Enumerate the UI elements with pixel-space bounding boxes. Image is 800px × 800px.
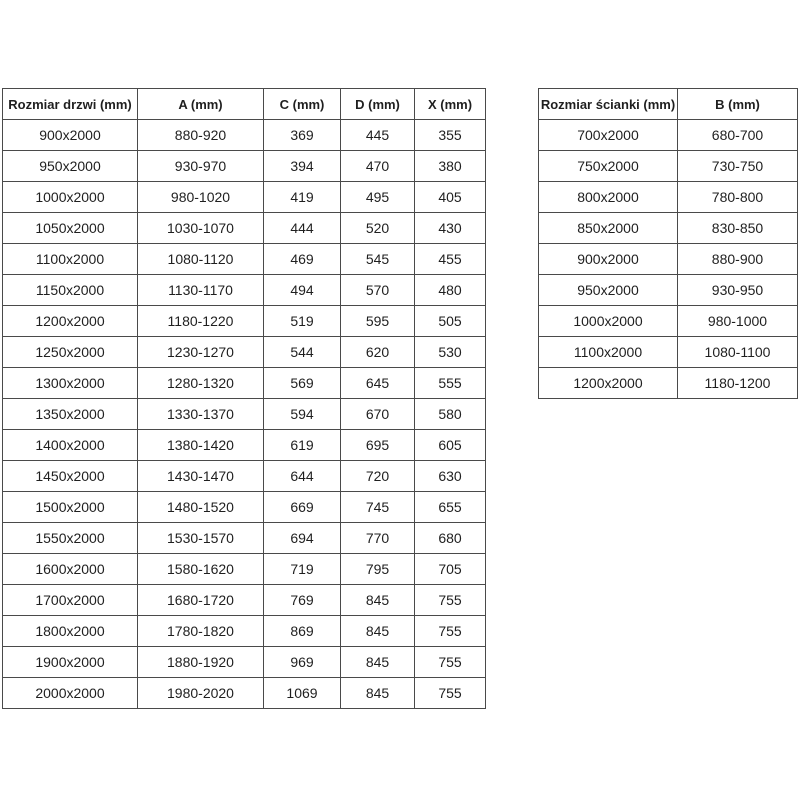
table-cell: 900x2000 xyxy=(3,120,138,151)
table-cell: 680 xyxy=(415,523,486,554)
table-cell: 595 xyxy=(341,306,415,337)
table-cell: 470 xyxy=(341,151,415,182)
table-cell: 700x2000 xyxy=(539,120,678,151)
table-cell: 845 xyxy=(341,585,415,616)
table-cell: 455 xyxy=(415,244,486,275)
column-header: A (mm) xyxy=(138,89,264,120)
table-cell: 720 xyxy=(341,461,415,492)
table-cell: 845 xyxy=(341,678,415,709)
table-row xyxy=(539,182,798,213)
table-cell: 1100x2000 xyxy=(3,244,138,275)
table-cell: 405 xyxy=(415,182,486,213)
table-row xyxy=(3,244,486,275)
table-cell: 880-900 xyxy=(678,244,798,275)
table-row xyxy=(3,616,486,647)
table-cell: 755 xyxy=(415,616,486,647)
table-cell: 644 xyxy=(264,461,341,492)
table-cell: 1080-1100 xyxy=(678,337,798,368)
table-cell: 770 xyxy=(341,523,415,554)
table-cell: 1000x2000 xyxy=(539,306,678,337)
table-row xyxy=(539,120,798,151)
table-cell: 555 xyxy=(415,368,486,399)
table-row xyxy=(3,368,486,399)
table-cell: 544 xyxy=(264,337,341,368)
table-row xyxy=(3,337,486,368)
header-row xyxy=(3,89,486,120)
table-cell: 719 xyxy=(264,554,341,585)
table-cell: 1150x2000 xyxy=(3,275,138,306)
table-row xyxy=(539,306,798,337)
table-cell: 495 xyxy=(341,182,415,213)
table-cell: 769 xyxy=(264,585,341,616)
table-cell: 980-1000 xyxy=(678,306,798,337)
table-row xyxy=(539,244,798,275)
table-cell: 1530-1570 xyxy=(138,523,264,554)
table-cell: 1800x2000 xyxy=(3,616,138,647)
table-cell: 900x2000 xyxy=(539,244,678,275)
table-cell: 1980-2020 xyxy=(138,678,264,709)
table-row xyxy=(539,275,798,306)
table-cell: 880-920 xyxy=(138,120,264,151)
column-header: C (mm) xyxy=(264,89,341,120)
table-cell: 1600x2000 xyxy=(3,554,138,585)
table-cell: 1230-1270 xyxy=(138,337,264,368)
table-cell: 1330-1370 xyxy=(138,399,264,430)
table-row xyxy=(3,585,486,616)
table-cell: 594 xyxy=(264,399,341,430)
table-cell: 569 xyxy=(264,368,341,399)
table-cell: 1880-1920 xyxy=(138,647,264,678)
table-cell: 444 xyxy=(264,213,341,244)
table-cell: 1030-1070 xyxy=(138,213,264,244)
table-cell: 1380-1420 xyxy=(138,430,264,461)
table-row xyxy=(3,430,486,461)
table-cell: 1050x2000 xyxy=(3,213,138,244)
table-cell: 1430-1470 xyxy=(138,461,264,492)
column-header: Rozmiar ścianki (mm) xyxy=(539,89,678,120)
table-cell: 1000x2000 xyxy=(3,182,138,213)
table-cell: 630 xyxy=(415,461,486,492)
table-cell: 580 xyxy=(415,399,486,430)
table-cell: 1780-1820 xyxy=(138,616,264,647)
table-cell: 780-800 xyxy=(678,182,798,213)
table-cell: 695 xyxy=(341,430,415,461)
table-cell: 419 xyxy=(264,182,341,213)
table-row xyxy=(3,492,486,523)
table-cell: 480 xyxy=(415,275,486,306)
table-row xyxy=(539,368,798,399)
table-cell: 969 xyxy=(264,647,341,678)
table-cell: 845 xyxy=(341,616,415,647)
table-row xyxy=(539,213,798,244)
table-row xyxy=(3,523,486,554)
table-cell: 670 xyxy=(341,399,415,430)
table-cell: 394 xyxy=(264,151,341,182)
table-cell: 845 xyxy=(341,647,415,678)
table-cell: 570 xyxy=(341,275,415,306)
table-cell: 1480-1520 xyxy=(138,492,264,523)
table-cell: 1500x2000 xyxy=(3,492,138,523)
table-cell: 619 xyxy=(264,430,341,461)
table-row xyxy=(3,213,486,244)
table-cell: 445 xyxy=(341,120,415,151)
table-cell: 755 xyxy=(415,585,486,616)
column-header: X (mm) xyxy=(415,89,486,120)
table-cell: 1400x2000 xyxy=(3,430,138,461)
table-cell: 1550x2000 xyxy=(3,523,138,554)
table-row xyxy=(3,120,486,151)
table-cell: 680-700 xyxy=(678,120,798,151)
table-cell: 620 xyxy=(341,337,415,368)
table-cell: 1580-1620 xyxy=(138,554,264,585)
table-cell: 1300x2000 xyxy=(3,368,138,399)
table-cell: 1180-1200 xyxy=(678,368,798,399)
table-cell: 519 xyxy=(264,306,341,337)
table-cell: 930-970 xyxy=(138,151,264,182)
table-row xyxy=(3,554,486,585)
table-cell: 430 xyxy=(415,213,486,244)
table-cell: 755 xyxy=(415,647,486,678)
table-cell: 1450x2000 xyxy=(3,461,138,492)
table-cell: 1180-1220 xyxy=(138,306,264,337)
column-header: D (mm) xyxy=(341,89,415,120)
table-cell: 494 xyxy=(264,275,341,306)
table-cell: 730-750 xyxy=(678,151,798,182)
table-cell: 705 xyxy=(415,554,486,585)
table-cell: 380 xyxy=(415,151,486,182)
table-row xyxy=(3,461,486,492)
table-row xyxy=(539,151,798,182)
wall-panel-sizes-table xyxy=(538,88,798,399)
table-cell: 800x2000 xyxy=(539,182,678,213)
table-cell: 369 xyxy=(264,120,341,151)
table-cell: 694 xyxy=(264,523,341,554)
table-cell: 1350x2000 xyxy=(3,399,138,430)
table-cell: 950x2000 xyxy=(3,151,138,182)
table-row xyxy=(3,151,486,182)
table-cell: 545 xyxy=(341,244,415,275)
table-cell: 930-950 xyxy=(678,275,798,306)
table-cell: 2000x2000 xyxy=(3,678,138,709)
table-cell: 1700x2000 xyxy=(3,585,138,616)
table-cell: 1900x2000 xyxy=(3,647,138,678)
table-cell: 980-1020 xyxy=(138,182,264,213)
table-cell: 1250x2000 xyxy=(3,337,138,368)
table-cell: 1100x2000 xyxy=(539,337,678,368)
column-header: B (mm) xyxy=(678,89,798,120)
table-cell: 1080-1120 xyxy=(138,244,264,275)
column-header: Rozmiar drzwi (mm) xyxy=(3,89,138,120)
door-sizes-table xyxy=(2,88,486,709)
table-cell: 1069 xyxy=(264,678,341,709)
table-cell: 1200x2000 xyxy=(539,368,678,399)
table-cell: 795 xyxy=(341,554,415,585)
table-cell: 745 xyxy=(341,492,415,523)
table-cell: 869 xyxy=(264,616,341,647)
table-cell: 645 xyxy=(341,368,415,399)
table-cell: 530 xyxy=(415,337,486,368)
table-cell: 1200x2000 xyxy=(3,306,138,337)
table-cell: 755 xyxy=(415,678,486,709)
header-row xyxy=(539,89,798,120)
table-cell: 655 xyxy=(415,492,486,523)
table-cell: 669 xyxy=(264,492,341,523)
table-row xyxy=(3,678,486,709)
table-cell: 1680-1720 xyxy=(138,585,264,616)
table-cell: 505 xyxy=(415,306,486,337)
table-cell: 1130-1170 xyxy=(138,275,264,306)
table-cell: 850x2000 xyxy=(539,213,678,244)
table-cell: 355 xyxy=(415,120,486,151)
table-cell: 750x2000 xyxy=(539,151,678,182)
table-row xyxy=(539,337,798,368)
table-row xyxy=(3,647,486,678)
table-row xyxy=(3,306,486,337)
table-cell: 830-850 xyxy=(678,213,798,244)
table-cell: 469 xyxy=(264,244,341,275)
table-cell: 520 xyxy=(341,213,415,244)
table-cell: 950x2000 xyxy=(539,275,678,306)
table-row xyxy=(3,182,486,213)
table-cell: 605 xyxy=(415,430,486,461)
table-cell: 1280-1320 xyxy=(138,368,264,399)
table-row xyxy=(3,275,486,306)
table-row xyxy=(3,399,486,430)
